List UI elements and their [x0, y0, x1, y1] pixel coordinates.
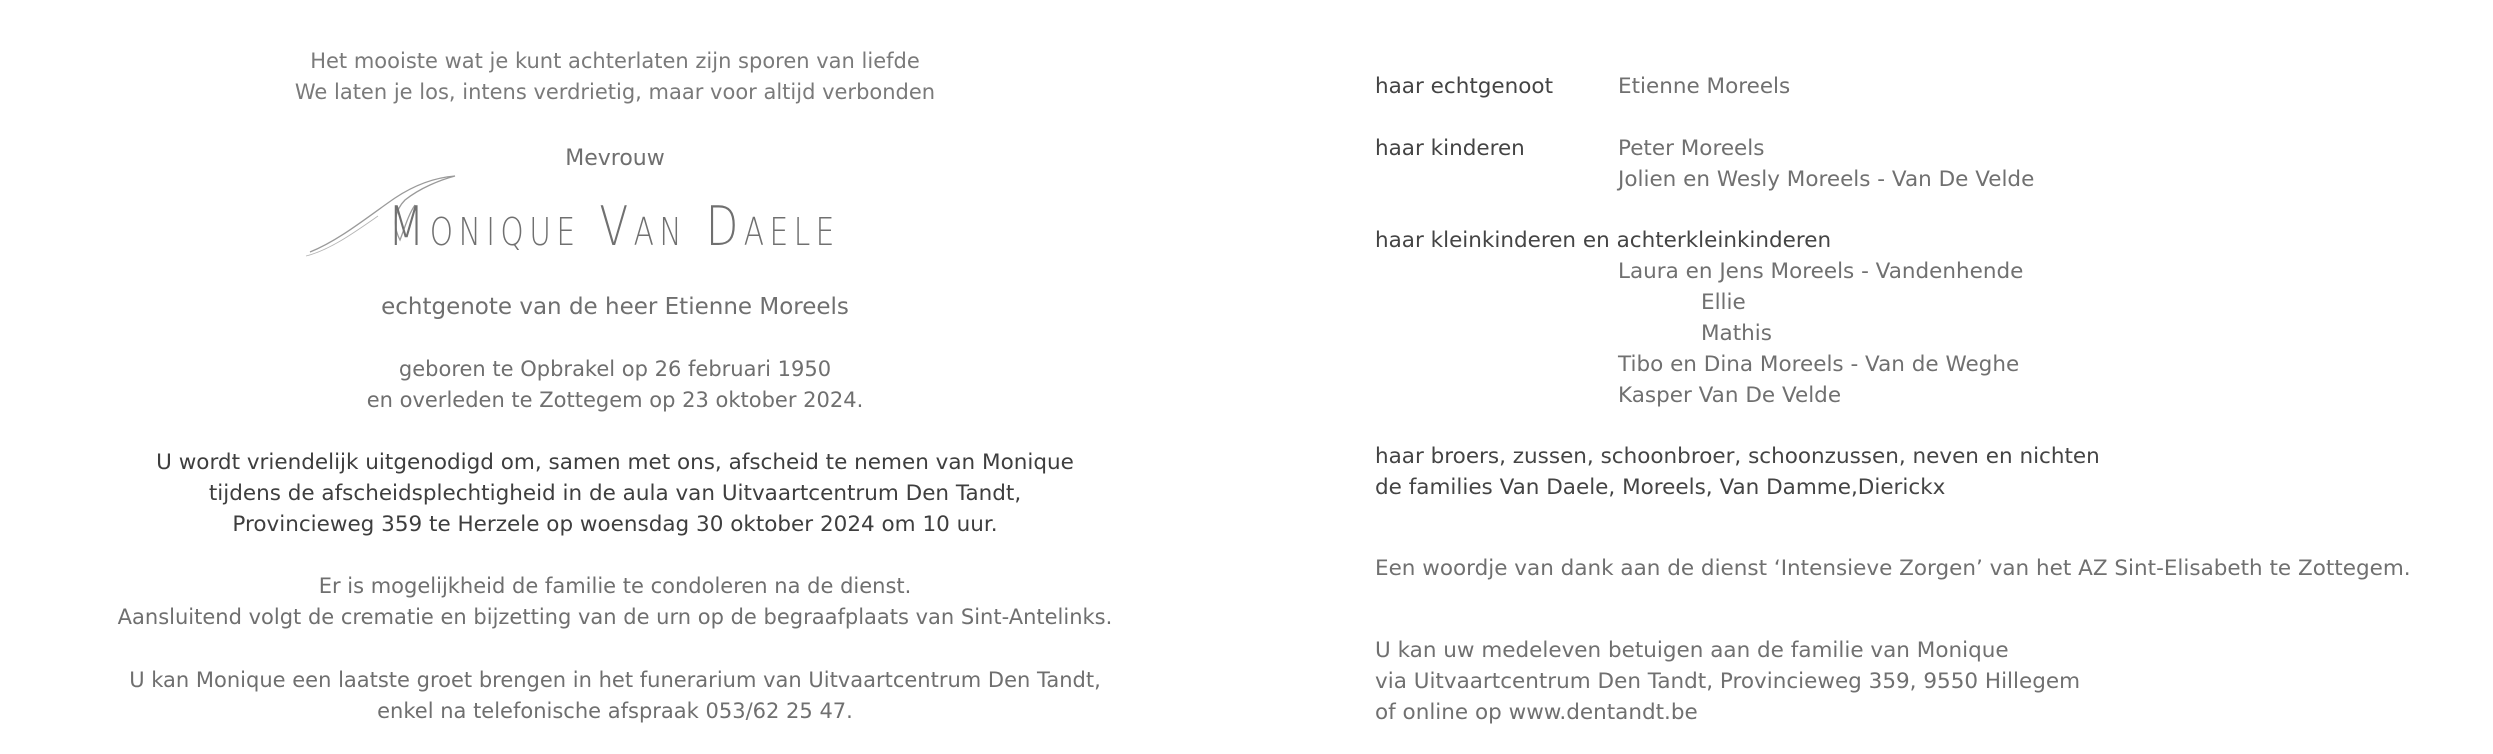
sympathy-line-1: U kan uw medeleven betuigen aan de familie van Monique [1375, 638, 2009, 663]
relatives-line-2: de families Van Daele, Moreels, Van Damme,Dierickx [1375, 475, 1946, 500]
spouse-line: echtgenote van de heer Etienne Moreels [381, 294, 849, 320]
invitation-line-2: tijdens de afscheidsplechtigheid in de aula van Uitvaartcentrum Den Tandt, [208, 481, 1022, 506]
grandchild-item: Tibo en Dina Moreels - Van de Weghe [1618, 352, 2020, 377]
card-front-panel [0, 0, 1230, 754]
condolence-line-1: Er is mogelijkheid de familie te condoleren na de dienst. [318, 574, 912, 598]
condolence-line-2: Aansluitend volgt de crematie en bijzetting van de urn op de begraafplaats van Sint-Antelinks. [117, 605, 1113, 629]
sympathy-line-2: via Uitvaartcentrum Den Tandt, Provincieweg 359, 9550 Hillegem [1375, 669, 2081, 694]
child-item: Jolien en Wesly Moreels - Van De Velde [1618, 167, 2035, 192]
deceased-name: Monique Van Daele [388, 195, 840, 258]
spouse-name: Etienne Moreels [1618, 74, 1791, 99]
motto-line-1: Het mooiste wat je kunt achterlaten zijn sporen van liefde [310, 49, 920, 73]
visit-line-1: U kan Monique een laatste groet brengen in het funerarium van Uitvaartcentrum Den Tandt, [129, 668, 1101, 692]
great-grandchild-item: Mathis [1701, 321, 1772, 346]
thanks-line: Een woordje van dank aan de dienst ‘Intensieve Zorgen’ van het AZ Sint-Elisabeth te Zottegem. [1375, 556, 2411, 581]
invitation-line-3: Provincieweg 359 te Herzele op woensdag 30 oktober 2024 om 10 uur. [232, 512, 998, 537]
children-label: haar kinderen [1375, 136, 1525, 161]
sympathy-line-3: of online op www.dentandt.be [1375, 700, 1698, 725]
salutation: Mevrouw [565, 146, 665, 171]
visit-line-2: enkel na telefonische afspraak 053/62 25 47. [377, 699, 853, 723]
grandchild-item: Laura en Jens Moreels - Vandenhende [1618, 259, 2024, 284]
birth-line: geboren te Opbrakel op 26 februari 1950 [398, 357, 832, 381]
child-item: Peter Moreels [1618, 136, 1765, 161]
deceased-name-block [300, 170, 860, 270]
spouse-label: haar echtgenoot [1375, 74, 1553, 99]
grandchild-item: Kasper Van De Velde [1618, 383, 1842, 408]
great-grandchild-item: Ellie [1701, 290, 1746, 315]
family-panel [1375, 0, 2475, 754]
relatives-line-1: haar broers, zussen, schoonbroer, schoonzussen, neven en nichten [1375, 444, 2100, 469]
invitation-line-1: U wordt vriendelijk uitgenodigd om, samen met ons, afscheid te nemen van Monique [156, 450, 1074, 475]
motto-line-2: We laten je los, intens verdrietig, maar voor altijd verbonden [294, 80, 936, 104]
grandchildren-label: haar kleinkinderen en achterkleinkinderen [1375, 228, 1832, 253]
death-line: en overleden te Zottegem op 23 oktober 2024. [366, 388, 864, 412]
